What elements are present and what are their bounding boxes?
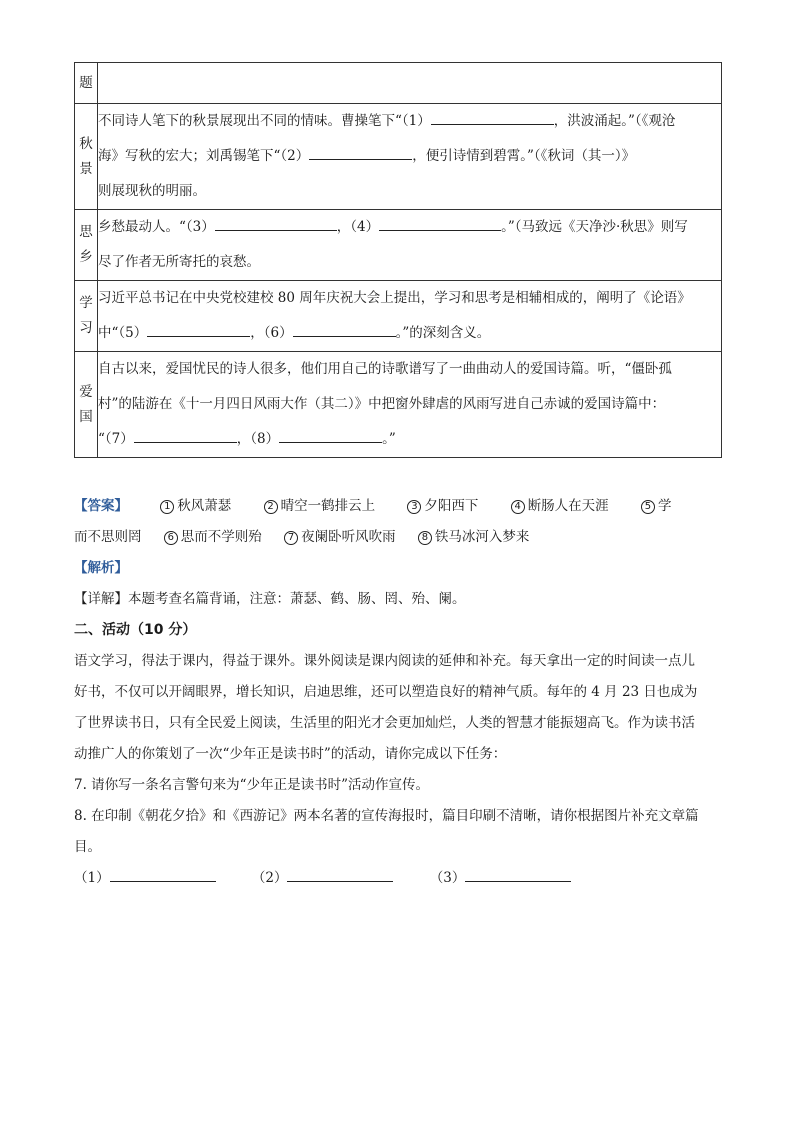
text-segment: ，（6） [250, 325, 293, 341]
table-row [75, 352, 722, 458]
answer-blank-q8-3[interactable] [465, 867, 571, 882]
table-row [75, 104, 722, 210]
question-8-blanks [74, 863, 724, 894]
item-number: 1 [160, 500, 174, 514]
answer-blank-3[interactable] [215, 216, 337, 231]
answer-item: 而不思则罔 [74, 529, 142, 545]
answer-item: 秋风萧瑟 [177, 498, 232, 514]
answer-blank-2[interactable] [309, 145, 412, 160]
paragraph-line: 动推广人的你策划了一次“少年正是读书时”的活动，请你完成以下任务： [74, 746, 507, 762]
row-label-char: 题 [79, 74, 93, 91]
row-label [75, 352, 98, 458]
row-label [75, 210, 98, 281]
answer-block [74, 491, 724, 894]
answer-item: 夜阑卧听风吹雨 [301, 529, 396, 545]
blank-label: （3） [429, 870, 466, 886]
answer-blank-5[interactable] [147, 322, 250, 337]
answer-blank-q8-2[interactable] [287, 867, 393, 882]
text-segment: ，洪波涌起。”（《观沧 [553, 113, 676, 129]
text-segment: 自古以来，爱国忧民的诗人很多，他们用自己的诗歌谱写了一曲曲动人的爱国诗篇。听，“僵卧孤 [98, 361, 672, 377]
item-number: 3 [407, 500, 421, 514]
text-segment: ，（8） [236, 431, 280, 447]
row-label [75, 281, 98, 352]
item-number: 5 [641, 500, 655, 514]
row-text [98, 281, 722, 352]
text-segment: 。”（马致远《天净沙·秋思》则写 [501, 219, 688, 235]
answer-item: 夕阳西下 [424, 498, 479, 514]
text-segment: 中“（5） [98, 325, 148, 341]
text-segment: 则展现秋的明丽。 [98, 183, 206, 199]
text-segment: 村”的陆游在《十一月四日风雨大作（其二）》中把窗外肆虐的风雨写进自己赤诚的爱国诗篇中： [98, 396, 666, 412]
text-segment: 不同诗人笔下的秋景展现出不同的情味。曹操笔下“（1） [98, 113, 431, 129]
row-label-char: 秋 [79, 135, 93, 152]
answer-item: 思而不学则殆 [180, 529, 262, 545]
text-segment: ，便引诗情到碧霄。”（《秋词（其一）》 [412, 148, 636, 164]
row-label [75, 104, 98, 210]
table-row [75, 210, 722, 281]
text-segment: 海》写秋的宏大；刘禹锡笔下“（2） [98, 148, 310, 164]
item-number: 4 [511, 500, 525, 514]
section-title: 二、活动（10 分） [74, 622, 197, 638]
table-row [75, 63, 722, 104]
question-7: 7. 请你写一条名言警句来为“少年正是读书时”活动作宣传。 [74, 777, 429, 793]
text-segment: 乡愁最动人。“（3） [98, 219, 215, 235]
text-segment: 。” [382, 431, 396, 447]
row-label-char: 乡 [79, 249, 93, 265]
item-number: 8 [418, 531, 432, 545]
answer-blank-q8-1[interactable] [110, 867, 216, 882]
row-text [98, 210, 722, 281]
paragraph-line: 了世界读书日，只有全民爱上阅读，生活里的阳光才会更加灿烂，人类的智慧才能振翅高飞。作为读书活 [74, 715, 695, 731]
answer-blank-8[interactable] [279, 428, 382, 443]
answer-blank-7[interactable] [134, 428, 237, 443]
answer-item: 晴空一鹤排云上 [280, 498, 376, 514]
blank-label: （1） [74, 870, 110, 886]
row-text [98, 63, 722, 104]
row-label-char: 景 [79, 160, 93, 177]
row-text [98, 104, 722, 210]
text-segment: “（7） [98, 431, 134, 447]
paragraph-line: 好书，不仅可以开阔眼界，增长知识，启迪思维，还可以塑造良好的精神气质。每年的 4 月 23 日也成为 [74, 684, 698, 700]
row-label-char: 学 [79, 295, 93, 311]
row-label-char: 爱 [79, 383, 93, 400]
detail-tag: 【详解】 [74, 591, 128, 607]
row-label [75, 63, 98, 104]
item-number: 6 [164, 531, 178, 545]
row-label-char: 思 [79, 224, 93, 240]
answer-blank-4[interactable] [379, 216, 501, 231]
question-8-line: 目。 [74, 839, 101, 855]
paragraph-line: 语文学习，得法于课内，得益于课外。课外阅读是课内阅读的延伸和补充。每天拿出一定的时间读一点儿 [74, 653, 695, 669]
question-8-line: 8. 在印制《朝花夕拾》和《西游记》两本名著的宣传海报时，篇目印刷不清晰，请你根据图片补充文章篇 [74, 808, 699, 824]
row-text [98, 352, 722, 458]
analysis-tag: 【解析】 [74, 560, 128, 576]
row-label-char: 习 [79, 320, 93, 336]
item-number: 2 [264, 500, 278, 514]
item-number: 7 [284, 531, 298, 545]
answer-item: 学 [657, 498, 672, 514]
answer-tag: 【答案】 [74, 498, 128, 514]
text-segment: 尽了作者无所寄托的哀愁。 [98, 254, 260, 270]
text-segment: 。”的深刻含义。 [395, 325, 491, 341]
answer-blank-1[interactable] [431, 110, 554, 125]
answer-item: 铁马冰河入梦来 [434, 529, 530, 545]
table-row [75, 281, 722, 352]
answer-item: 断肠人在天涯 [527, 498, 609, 514]
question-table [74, 62, 722, 458]
text-segment: ，（4） [336, 219, 380, 235]
text-segment: 习近平总书记在中央党校建校 80 周年庆祝大会上提出，学习和思考是相辅相成的，阐明了《论语》 [98, 290, 691, 306]
analysis-detail: 本题考查名篇背诵，注意：萧瑟、鹤、肠、罔、殆、阑。 [128, 591, 466, 607]
row-label-char: 国 [79, 408, 93, 425]
blank-label: （2） [251, 870, 288, 886]
question-table-wrapper [74, 62, 722, 458]
answer-blank-6[interactable] [293, 322, 396, 337]
